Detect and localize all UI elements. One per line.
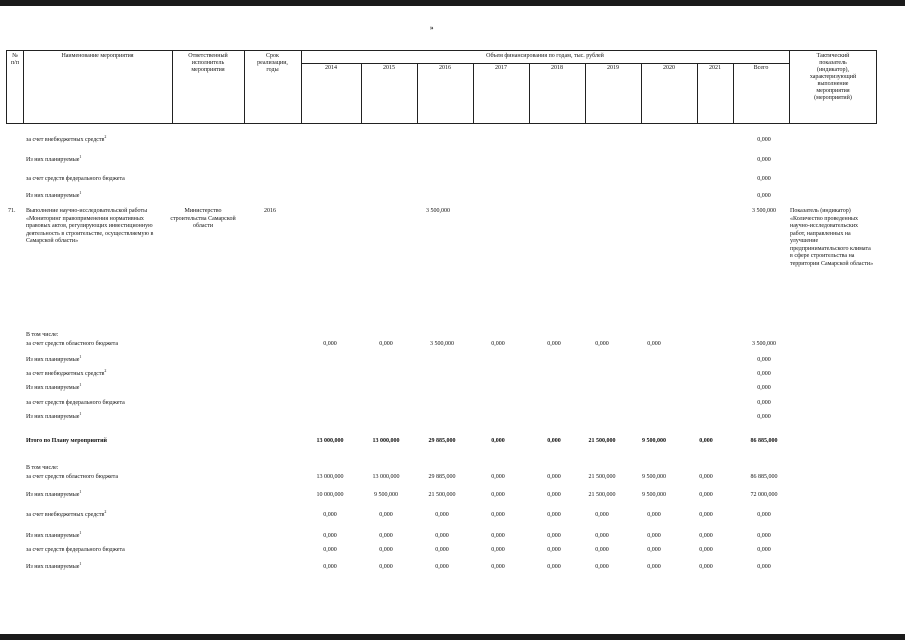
cell-value: 0,000	[491, 474, 505, 480]
cell-value: 13 000,000	[316, 474, 344, 480]
cell-value: 0,000	[323, 564, 337, 570]
table-row	[0, 192, 905, 201]
row-label: за счет внебюджетных средств$^2$	[26, 368, 107, 377]
row-label: Из них планируемые$^1$	[26, 411, 82, 420]
cell-value: 0,000	[547, 474, 561, 480]
item-term: 2016	[264, 208, 276, 214]
cell-total: 0,000	[757, 157, 771, 163]
including-label: В том числе:	[26, 465, 59, 471]
cell-value: 0,000	[323, 533, 337, 539]
table-row	[0, 563, 905, 572]
cell-value: 13 000,000	[372, 474, 400, 480]
table-row	[0, 413, 905, 422]
cell-value: 0,000	[595, 341, 609, 347]
row-label: за счет средств федерального бюджета	[26, 400, 125, 406]
row-label: за счет внебюджетных средств$^2$	[26, 509, 107, 518]
cell-value: 0,000	[491, 438, 505, 444]
header-divider	[733, 63, 734, 123]
cell-value: 0,000	[491, 547, 505, 553]
scan-border-bottom	[0, 634, 905, 640]
cell-value: 0,000	[435, 512, 449, 518]
total-label: Итого по Плану мероприятий	[26, 438, 108, 444]
row-label: за счет средств федерального бюджета	[26, 547, 125, 553]
cell-value: 0,000	[435, 547, 449, 553]
table-row	[0, 473, 905, 482]
table-row	[0, 491, 905, 500]
header-year: 2016	[439, 65, 451, 71]
header-year: 2018	[551, 65, 563, 71]
header-executor: Ответственный исполнитель мероприятия	[188, 53, 228, 73]
cell-total: 0,000	[757, 357, 771, 363]
cell-value: 9 500,000	[642, 492, 666, 498]
header-year: 2021	[709, 65, 721, 71]
cell-value: 0,000	[323, 512, 337, 518]
scan-border-top	[0, 0, 905, 6]
table-row	[0, 546, 905, 555]
cell-value: 0,000	[699, 547, 713, 553]
cell-value: 21 500,000	[588, 492, 616, 498]
cell-value: 29 885,000	[428, 474, 456, 480]
cell-value: 0,000	[491, 533, 505, 539]
header-name: Наименование мероприятия	[61, 53, 134, 59]
cell-value: 0,000	[323, 547, 337, 553]
cell-value: 0,000	[547, 492, 561, 498]
header-year: 2017	[495, 65, 507, 71]
cell-value: 3 500,000	[430, 341, 454, 347]
table-row	[0, 399, 905, 408]
row-label: Из них планируемые$^1$	[26, 382, 82, 391]
cell-value: 0,000	[699, 474, 713, 480]
cell-value: 0,000	[491, 341, 505, 347]
header-term: Срок реализации, годы	[257, 53, 288, 73]
cell-value: 0,000	[699, 564, 713, 570]
row-label: за счет средств федерального бюджета	[26, 176, 125, 182]
cell-value: 0,000	[435, 533, 449, 539]
cell-value: 0,000	[379, 533, 393, 539]
cell-total: 0,000	[757, 512, 771, 518]
header-year: 2020	[663, 65, 675, 71]
cell-total: 0,000	[757, 414, 771, 420]
item-value-2016: 3 500,000	[426, 208, 450, 214]
cell-value: 0,000	[699, 533, 713, 539]
cell-total: 0,000	[757, 385, 771, 391]
cell-value: 0,000	[595, 564, 609, 570]
row-label: Из них планируемые$^1$	[26, 530, 82, 539]
table-row	[0, 340, 905, 349]
cell-total: 0,000	[757, 137, 771, 143]
header-year: 2019	[607, 65, 619, 71]
cell-value: 0,000	[547, 512, 561, 518]
page-number: »	[430, 24, 434, 32]
including-label: В том числе:	[26, 332, 59, 338]
table-row	[0, 136, 905, 145]
header-year: 2014	[325, 65, 337, 71]
header-total: Всего	[753, 65, 769, 71]
cell-value: 0,000	[379, 564, 393, 570]
cell-total: 0,000	[757, 176, 771, 182]
cell-value: 29 885,000	[428, 438, 456, 444]
item-total: 3 500,000	[752, 208, 776, 214]
cell-value: 0,000	[547, 341, 561, 347]
header-indicator: Тактический показатель (индикатор), характеризующий выполнение мероприятия (мероприятий)	[809, 53, 857, 101]
header-divider	[361, 63, 362, 123]
header-divider	[473, 63, 474, 123]
cell-value: 0,000	[435, 564, 449, 570]
cell-total: 72 000,000	[750, 492, 778, 498]
row-label: за счет средств областного бюджета	[26, 474, 119, 480]
header-num: № п/п	[10, 53, 20, 66]
row-label: Из них планируемые$^1$	[26, 354, 82, 363]
cell-value: 0,000	[595, 512, 609, 518]
cell-value: 0,000	[699, 438, 713, 444]
cell-value: 0,000	[547, 564, 561, 570]
cell-total: 0,000	[757, 400, 771, 406]
cell-value: 9 500,000	[374, 492, 398, 498]
header-divider	[417, 63, 418, 123]
cell-total: 0,000	[757, 193, 771, 199]
table-row	[0, 175, 905, 184]
cell-value: 0,000	[647, 564, 661, 570]
cell-total: 0,000	[757, 547, 771, 553]
cell-value: 0,000	[595, 533, 609, 539]
table-row	[0, 370, 905, 379]
table-row	[0, 384, 905, 393]
cell-value: 0,000	[595, 547, 609, 553]
cell-value: 0,000	[647, 533, 661, 539]
cell-value: 9 500,000	[642, 438, 666, 444]
header-divider	[585, 63, 586, 123]
cell-value: 0,000	[647, 547, 661, 553]
cell-value: 0,000	[491, 492, 505, 498]
total-row	[0, 437, 905, 446]
item-name: Выполнение научно-исследовательской работы «Мониторинг правоприменения нормативных правовых актов, регулирующих инвестиционную деятельность в строительстве, осуществляемую в Самарской области»	[26, 208, 154, 244]
cell-value: 0,000	[547, 533, 561, 539]
cell-value: 0,000	[699, 492, 713, 498]
header-divider	[697, 63, 698, 123]
item-number: 71.	[8, 208, 16, 214]
cell-value: 21 500,000	[588, 438, 616, 444]
item-executor: Министерство строительства Самарской области	[170, 208, 236, 229]
cell-value: 0,000	[647, 512, 661, 518]
item-indicator: Показатель (индикатор) «Количество проведенных научно-исследовательских работ, направленных на улучшение предпринимательского климата в сфере строительства на территории Самарской области»	[790, 208, 874, 267]
header-divider	[529, 63, 530, 123]
cell-value: 0,000	[379, 547, 393, 553]
header-divider	[301, 63, 789, 64]
cell-value: 0,000	[379, 341, 393, 347]
row-label: Из них планируемые$^1$	[26, 489, 82, 498]
table-row	[0, 156, 905, 165]
cell-value: 0,000	[547, 547, 561, 553]
cell-value: 21 500,000	[588, 474, 616, 480]
cell-total: 86 885,000	[750, 474, 778, 480]
row-label: Из них планируемые$^1$	[26, 561, 82, 570]
header-funding: Объем финансирования по годам, тыс. рублей	[486, 53, 604, 59]
cell-value: 0,000	[491, 564, 505, 570]
table-row	[0, 532, 905, 541]
cell-value: 13 000,000	[372, 438, 400, 444]
cell-total: 0,000	[757, 533, 771, 539]
cell-value: 10 000,000	[316, 492, 344, 498]
cell-value: 13 000,000	[316, 438, 344, 444]
header-divider	[641, 63, 642, 123]
row-label: Из них планируемые$^1$	[26, 154, 82, 163]
cell-value: 0,000	[547, 438, 561, 444]
row-label: Из них планируемые$^1$	[26, 190, 82, 199]
cell-total: 3 500,000	[752, 341, 776, 347]
row-label: за счет внебюджетных средств$^2$	[26, 134, 107, 143]
row-label: за счет средств областного бюджета	[26, 341, 119, 347]
cell-total: 0,000	[757, 564, 771, 570]
cell-total: 0,000	[757, 371, 771, 377]
header-divider	[301, 51, 302, 123]
cell-value: 0,000	[323, 341, 337, 347]
cell-value: 0,000	[647, 341, 661, 347]
cell-value: 0,000	[379, 512, 393, 518]
header-divider	[23, 51, 24, 123]
cell-value: 0,000	[491, 512, 505, 518]
cell-value: 9 500,000	[642, 474, 666, 480]
table-header	[6, 50, 877, 124]
cell-total: 86 885,000	[750, 438, 778, 444]
table-row	[0, 356, 905, 365]
cell-value: 21 500,000	[428, 492, 456, 498]
header-year: 2015	[383, 65, 395, 71]
cell-value: 0,000	[699, 512, 713, 518]
table-row	[0, 511, 905, 520]
